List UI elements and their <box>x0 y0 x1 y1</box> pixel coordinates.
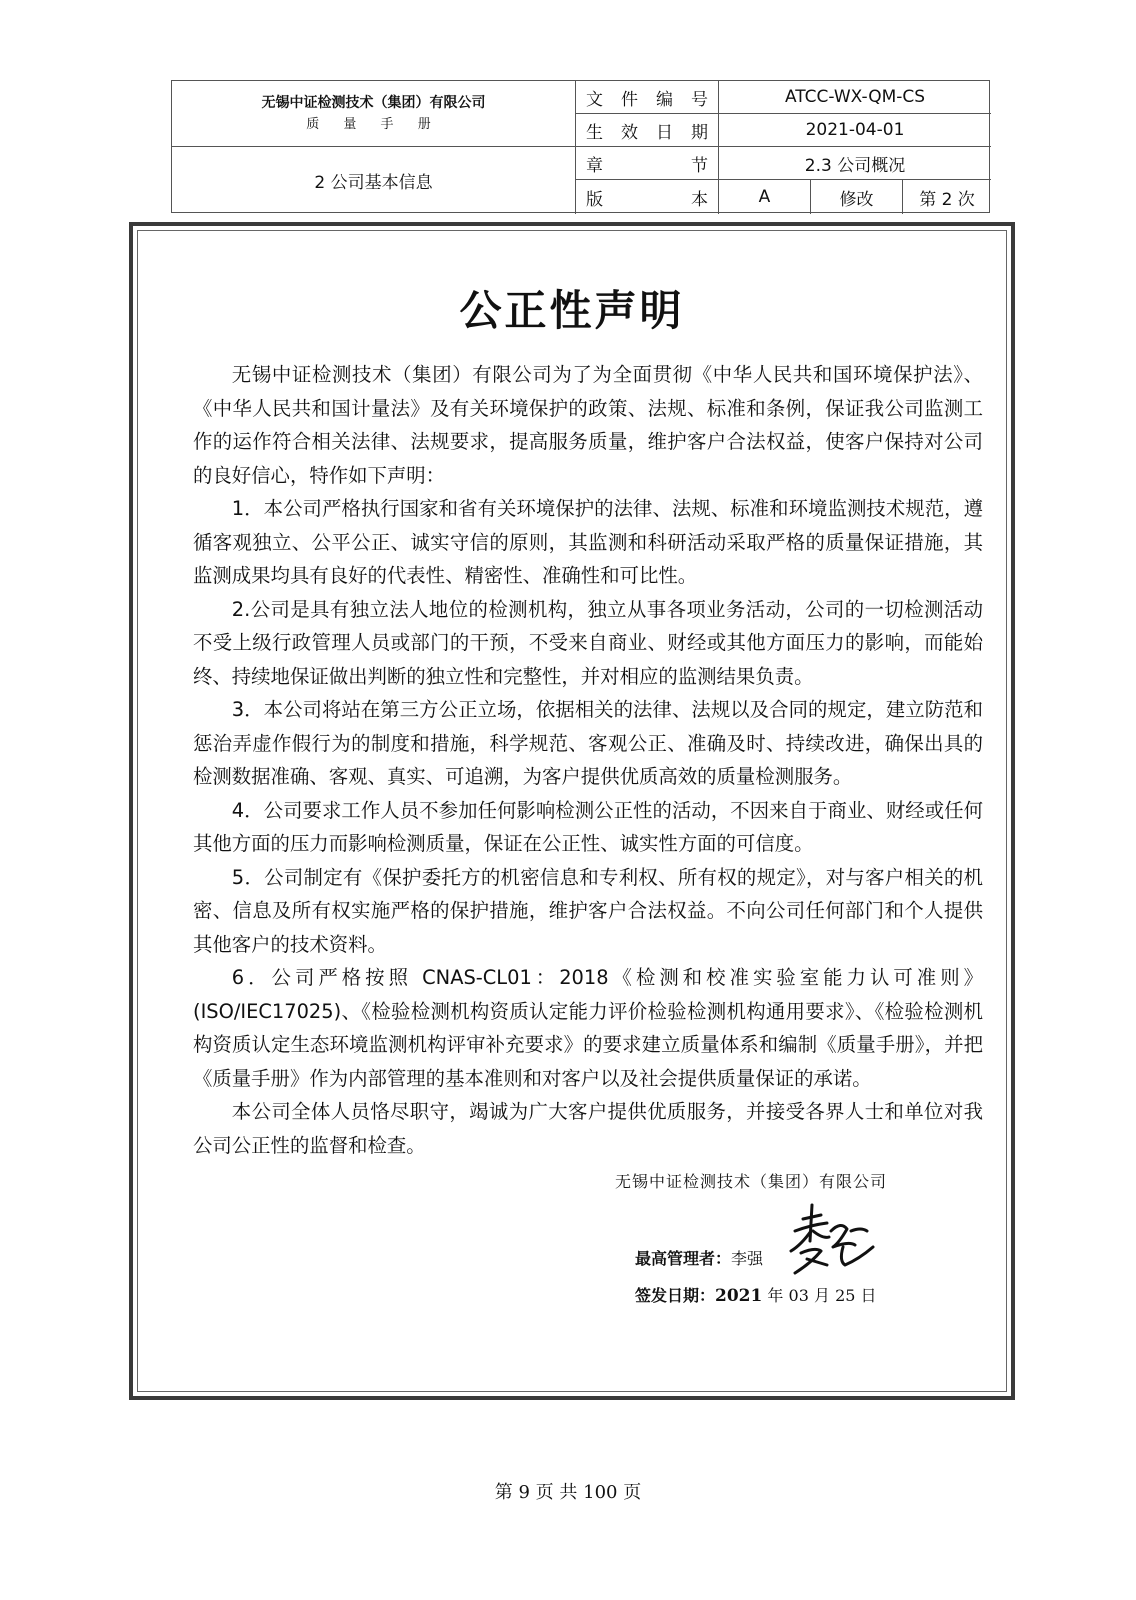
header-label-section <box>576 147 719 180</box>
header-effective-date-value: 2021-04-01 <box>719 114 991 147</box>
label-char: 期 <box>691 122 708 143</box>
signoff-date <box>635 1283 877 1306</box>
label-char: 节 <box>691 155 708 176</box>
statement-closing-paragraph: 本公司全体人员恪尽职守，竭诚为广大客户提供优质服务，并接受各界人士和单位对我公司公正性的监督和检查。 <box>193 1100 983 1157</box>
statement-intro-paragraph: 无锡中证检测技术（集团）有限公司为了为全面贯彻《中华人民共和国环境保护法》、《中华人民共和国计量法》及有关环境保护的政策、法规、标准和条例，保证我公司监测工作的运作符合相关法律、法规要求，提高服务质量，维护客户合法权益，使客户保持对公司的良好信心，特作如下声明： <box>193 363 983 487</box>
label-char: 版 <box>586 189 603 210</box>
header-company-cell <box>172 81 576 147</box>
label-char: 文 <box>586 89 603 110</box>
header-version-value: A <box>719 180 811 214</box>
footer-suffix: 页 <box>617 1482 642 1503</box>
statement-title: 公正性声明 <box>459 286 685 335</box>
header-revision-label: 修改 <box>811 180 903 214</box>
label-char: 件 <box>621 89 638 110</box>
statement-clause-4: 4．公司要求工作人员不参加任何影响检测公正性的活动，不因来自于商业、财经或任何其他方面的压力而影响检测质量，保证在公正性、诚实性方面的可信度。 <box>193 798 983 855</box>
statement-clause-6: 6．公司严格按照 CNAS-CL01：2018《检测和校准实验室能力认可准则》(ISO/IEC17025)、《检验检测机构资质认定能力评价检验检测机构通用要求》、《检验检测机构资质认定生态环境监测机构评审补充要求》的要求建立质量体系和编制《质量手册》，并把《质量手册》作为内部管理的基本准则和对客户以及社会提供质量保证的承诺。 <box>193 966 983 1090</box>
footer-page-total: 100 <box>583 1482 618 1503</box>
signoff-manager <box>635 1246 763 1269</box>
label-char: 生 <box>586 122 603 143</box>
label-char: 章 <box>586 155 603 176</box>
date-day: 25 <box>835 1286 856 1305</box>
statement-clause-1: 1．本公司严格执行国家和省有关环境保护的法律、法规、标准和环境监测技术规范，遵循客观独立、公平公正、诚实守信的原则，其监测和科研活动采取严格的质量保证措施，其监测成果均具有良好的代表性、精密性、准确性和可比性。 <box>193 497 983 587</box>
statement-clause-2: 2.公司是具有独立法人地位的检测机构，独立从事各项业务活动，公司的一切检测活动不受上级行政管理人员或部门的干预，不受来自商业、财经或其他方面压力的影响，而能始终、持续地保证做出判断的独立性和完整性，并对相应的监测结果负责。 <box>193 597 983 688</box>
date-month: 03 <box>788 1286 809 1305</box>
statement-clause-3: 3．本公司将站在第三方公正立场，依据相关的法律、法规以及合同的规定，建立防范和惩治弄虚作假行为的制度和措施，科学规范、客观公正、准确及时、持续改进，确保出具的检测数据准确、客观、真实、可追溯，为客户提供优质高效的质量检测服务。 <box>193 698 983 788</box>
label-char: 编 <box>656 89 673 110</box>
statement-frame <box>129 222 1015 1400</box>
date-day-unit: 日 <box>855 1286 877 1305</box>
label-char: 本 <box>691 189 708 210</box>
date-year-unit: 年 <box>762 1286 789 1305</box>
header-label-effective-date <box>576 114 719 147</box>
footer-middle: 页 共 <box>529 1482 584 1503</box>
label-char: 号 <box>691 89 708 110</box>
header-label-doc-number <box>576 81 719 114</box>
header-manual-name: 质 量 手 册 <box>306 116 441 132</box>
header-label-version <box>576 180 719 214</box>
header-revision-value: 第 2 次 <box>919 189 975 210</box>
page-footer <box>0 1478 1136 1504</box>
footer-page-current: 9 <box>518 1482 530 1503</box>
header-doc-number-value: ATCC-WX-QM-CS <box>719 81 991 114</box>
header-chapter-name: 2 公司基本信息 <box>172 147 576 214</box>
footer-prefix: 第 <box>494 1482 519 1503</box>
signoff-company: 无锡中证检测技术（集团）有限公司 <box>615 1172 888 1191</box>
date-month-unit: 月 <box>808 1286 836 1305</box>
handwritten-signature <box>781 1201 881 1281</box>
header-company-name: 无锡中证检测技术（集团）有限公司 <box>261 94 486 111</box>
label-char: 效 <box>621 122 638 143</box>
date-label: 签发日期： <box>635 1286 716 1305</box>
statement-clause-5: 5．公司制定有《保护委托方的机密信息和专利权、所有权的规定》，对与客户相关的机密、信息及所有权实施严格的保护措施，维护客户合法权益。不向公司任何部门和个人提供其他客户的技术资料。 <box>193 865 983 956</box>
manager-label: 最高管理者： <box>635 1249 732 1268</box>
manager-name: 李强 <box>731 1249 764 1268</box>
document-header-table <box>171 80 990 213</box>
statement-body <box>193 358 983 1162</box>
header-section-value: 2.3 公司概况 <box>719 147 991 180</box>
date-year: 2021 <box>715 1286 763 1306</box>
label-char: 日 <box>656 122 673 143</box>
